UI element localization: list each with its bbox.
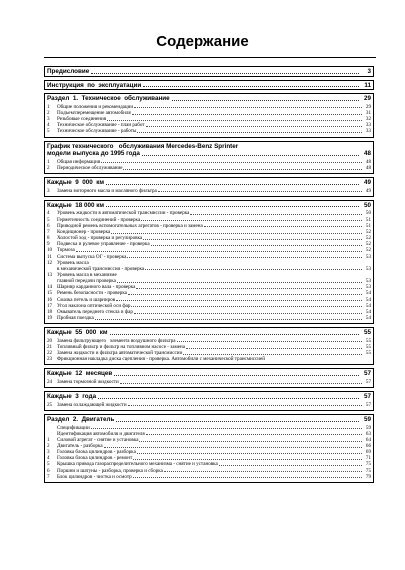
- entry-page-number: 59: [365, 424, 371, 431]
- entry-number: 8: [47, 235, 50, 242]
- entry-title: Кондиционер - проверка: [57, 228, 111, 235]
- dot-leader: [98, 398, 359, 399]
- entry-page-number: 55: [365, 343, 371, 350]
- entry-page-number: 51: [365, 216, 371, 223]
- toc-section: [44, 368, 374, 388]
- dot-leader: [146, 126, 362, 127]
- section-heading-text: Каждые 3 года: [47, 393, 97, 401]
- entry-page-number: 55: [365, 337, 371, 344]
- section-heading-text: Каждые 55 000 км: [47, 329, 108, 337]
- entry-page-number: 53: [365, 278, 371, 285]
- toc-section: [44, 66, 374, 77]
- entry-page-number: 52: [365, 228, 371, 235]
- page-title: Содержание: [156, 33, 249, 50]
- toc-section: [44, 327, 374, 365]
- entry-page-number: 31: [365, 109, 371, 116]
- dot-leader: [106, 206, 359, 207]
- dot-leader: [110, 334, 359, 335]
- toc-entry[interactable]: [47, 188, 371, 194]
- entry-title: Резьбовые соединения: [57, 116, 107, 123]
- dot-leader: [131, 306, 362, 307]
- entry-title: Пробная поездка: [57, 315, 94, 322]
- entry-number: 13: [47, 271, 53, 278]
- toc-entry[interactable]: [47, 356, 371, 362]
- entry-page-number: 33: [365, 122, 371, 129]
- entry-page-number: 33: [365, 128, 371, 135]
- section-heading[interactable]: [45, 67, 373, 76]
- toc-entry[interactable]: [47, 315, 371, 321]
- section-heading[interactable]: [45, 328, 373, 337]
- entry-number: 1: [47, 436, 50, 443]
- dot-leader: [133, 459, 362, 460]
- entry-page-number: 52: [365, 247, 371, 254]
- dot-leader: [128, 405, 362, 406]
- dot-leader: [219, 465, 362, 466]
- dot-leader: [204, 226, 362, 227]
- dot-leader: [116, 300, 362, 301]
- entry-title: Замена охлаждающей жидкости: [57, 401, 127, 408]
- entry-title: Общие положения и рекомендации: [57, 103, 134, 110]
- section-items: [45, 378, 373, 387]
- toc-section: [44, 93, 374, 137]
- entry-title: Силовой агрегат - снятие и установка: [57, 436, 139, 443]
- entry-number: 2: [47, 443, 50, 449]
- toc-section: [44, 141, 374, 175]
- entry-title: Спецификации: [57, 424, 90, 431]
- entry-number: 3: [47, 449, 50, 456]
- entry-page-number: 53: [365, 265, 371, 272]
- dot-leader: [132, 114, 362, 115]
- entry-title: Крышка привода газораспределительного механизма - снятие и установка: [57, 461, 218, 468]
- entry-title: Система выпуска ОГ - проверка: [57, 253, 127, 260]
- section-page-number: 57: [363, 370, 371, 378]
- entry-number: 4: [47, 210, 50, 217]
- dot-leader: [143, 86, 359, 87]
- entry-title: Подвеска и рулевое управление - проверка: [57, 241, 150, 248]
- section-heading-text: Каждые 12 месяцев: [47, 370, 113, 378]
- entry-page-number: 32: [365, 116, 371, 123]
- entry-title: Блок цилиндров - чистка и осмотр: [57, 473, 132, 480]
- section-heading-text: График технического обслуживания Mercedes-Benz Sprinter: [47, 142, 239, 150]
- section-heading-text: Каждые 9 000 км: [47, 179, 105, 187]
- entry-page-number: 54: [365, 290, 371, 297]
- title-rule: [44, 57, 376, 58]
- entry-title: Смазка петель и шарниров: [57, 296, 116, 303]
- entry-number: 2: [47, 164, 50, 171]
- dot-leader: [177, 341, 362, 342]
- entry-title: Идентификация автомобиля и двигателя: [57, 430, 145, 437]
- entry-number: 2: [47, 109, 50, 116]
- dot-leader: [137, 453, 362, 454]
- section-page-number: 55: [363, 329, 371, 337]
- entry-number: 3: [47, 116, 50, 123]
- entry-number: 25: [47, 401, 53, 408]
- toc-entry[interactable]: [47, 128, 371, 134]
- entry-title: Головка блока цилиндров - разборка: [57, 449, 136, 456]
- entry-page-number: 57: [365, 401, 371, 408]
- entry-page-number: 48: [365, 164, 371, 171]
- toc-entry[interactable]: [47, 379, 371, 385]
- section-heading[interactable]: [45, 392, 373, 401]
- section-heading-text: Инструкция по эксплуатации: [47, 81, 142, 89]
- entry-page-number: 75: [365, 467, 371, 474]
- dot-leader: [91, 428, 362, 429]
- entry-title: Фрикционная накладка диска сцепления - проверка. Автомобили с механической трансмиссией: [57, 356, 265, 363]
- entry-title: Замена тормозной жидкости: [57, 379, 119, 386]
- entry-page-number: 52: [365, 235, 371, 242]
- dot-leader: [116, 421, 359, 422]
- dot-leader: [106, 184, 359, 185]
- entry-title: Техническое обслуживание - работы: [57, 128, 137, 135]
- entry-title: Техническое обслуживание - план работ: [57, 122, 145, 129]
- section-heading[interactable]: [45, 142, 373, 158]
- entry-page-number: 53: [365, 253, 371, 260]
- section-heading[interactable]: [45, 369, 373, 378]
- entry-page-number: 54: [365, 308, 371, 315]
- entry-number: 9: [47, 241, 50, 248]
- section-page-number: 57: [363, 393, 371, 401]
- section-heading-text: Раздел 2. Двигатель: [47, 415, 115, 423]
- entry-number: 11: [47, 253, 52, 260]
- section-items: [45, 337, 373, 365]
- entry-number: 18: [47, 308, 53, 315]
- entry-page-number: 29: [365, 103, 371, 110]
- dot-leader: [158, 191, 362, 192]
- entry-number: 12: [47, 259, 53, 266]
- entry-title: Общая информация: [57, 158, 101, 165]
- entry-number: 6: [47, 222, 50, 229]
- section-heading[interactable]: [45, 201, 373, 210]
- entry-title: Ремень безопасности - проверка: [57, 290, 127, 297]
- entry-title: Приводной ремень вспомогательных агрегатов - проверка и замена: [57, 222, 203, 229]
- entry-title: Поршни и шатуны - разборка, проверка и сборка: [57, 467, 163, 474]
- entry-number: 19: [47, 315, 53, 322]
- entry-title: Топливный фильтр и фильтр на топливном насосе - замена: [57, 343, 185, 350]
- dot-leader: [146, 434, 362, 435]
- entry-number: 14: [47, 284, 53, 291]
- dot-leader: [190, 214, 362, 215]
- entry-number: 4: [47, 122, 50, 129]
- dot-leader: [91, 73, 359, 74]
- dot-leader: [95, 319, 362, 320]
- entry-number: 6: [47, 467, 50, 474]
- entry-number: 22: [47, 350, 53, 357]
- entry-number: 21: [47, 343, 53, 350]
- entry-number: 23: [47, 356, 53, 363]
- dot-leader: [136, 288, 362, 289]
- entry-number: 1: [47, 158, 50, 165]
- entry-page-number: 54: [365, 302, 371, 309]
- section-items: [45, 158, 373, 173]
- entry-title: Шарнир карданного вала - проверка: [57, 284, 136, 291]
- dot-leader: [186, 348, 362, 349]
- dot-leader: [107, 120, 362, 121]
- section-items: [45, 209, 373, 323]
- entry-number: 24: [47, 379, 53, 386]
- dot-leader: [101, 162, 362, 163]
- dot-leader: [137, 132, 362, 133]
- section-heading[interactable]: [45, 415, 373, 424]
- entry-number: 3: [47, 187, 50, 194]
- entry-title: Периодическое обслуживание: [57, 164, 123, 171]
- entry-page-number: 75: [365, 461, 371, 468]
- section-heading[interactable]: [45, 81, 373, 90]
- entry-page-number: 66: [365, 443, 371, 449]
- section-items: [45, 401, 373, 410]
- entry-page-number: 49: [365, 187, 371, 194]
- toc-section: [44, 200, 374, 324]
- entry-title: Уровень жидкости в автоматической трансмиссии - проверка: [57, 210, 190, 217]
- entry-number: 5: [47, 216, 50, 223]
- section-items: [45, 103, 373, 137]
- entry-number: 5: [47, 461, 50, 468]
- section-items: [45, 187, 373, 196]
- toc-section: [44, 414, 374, 483]
- section-heading-text: Раздел 1. Техническое обслуживание: [47, 95, 170, 103]
- table-of-contents: [44, 66, 374, 486]
- dot-leader: [104, 447, 362, 448]
- dot-leader: [143, 239, 362, 240]
- section-page-number: 3: [367, 68, 371, 75]
- entry-title: Тормоза: [57, 247, 75, 254]
- entry-page-number: 48: [365, 158, 371, 165]
- entry-page-number: 52: [365, 241, 371, 248]
- dot-leader: [134, 107, 362, 108]
- section-heading-text-2: модели выпуска до 1995 года: [47, 150, 140, 158]
- entry-title: Замена моторного масла и масляного фильтра: [57, 187, 157, 194]
- entry-number: 7: [47, 228, 50, 235]
- entry-number: 4: [47, 455, 50, 462]
- entry-title: Уровень масла: [57, 259, 89, 266]
- section-heading[interactable]: [45, 94, 373, 103]
- dot-leader: [120, 383, 362, 384]
- entry-number: 17: [47, 302, 53, 309]
- dot-leader: [133, 477, 362, 478]
- section-page-number: 29: [363, 95, 371, 103]
- entry-number: 15: [47, 290, 53, 297]
- entry-title: Герметичность соединений - проверка: [57, 216, 141, 223]
- entry-page-number: 54: [365, 296, 371, 303]
- entry-number: 1: [47, 103, 50, 110]
- entry-title: Омыватель переднего стекла и фар: [57, 308, 133, 315]
- toc-entry[interactable]: [47, 402, 371, 408]
- entry-number: 16: [47, 296, 53, 303]
- toc-section: [44, 80, 374, 91]
- section-page-number: 11: [364, 81, 371, 89]
- section-page-number: 49: [363, 179, 371, 187]
- entry-page-number: 57: [365, 379, 371, 386]
- entry-title: Угол наклона оптической оси фар: [57, 302, 131, 309]
- toc-entry[interactable]: [47, 474, 371, 480]
- entry-title: Двигатель - разборка: [57, 443, 103, 449]
- dot-leader: [142, 155, 359, 156]
- entry-title: Замена жидкости и фильтра автоматической трансмиссии: [57, 350, 183, 357]
- dot-leader: [172, 100, 359, 101]
- entry-page-number: 63: [365, 430, 371, 437]
- toc-section: [44, 391, 374, 411]
- section-page-number: 50: [363, 201, 371, 209]
- entry-number: 20: [47, 337, 53, 344]
- entry-number: 10: [47, 247, 53, 254]
- section-items: [45, 424, 373, 482]
- entry-page-number: 64: [365, 436, 371, 443]
- entry-page-number: 53: [365, 284, 371, 291]
- dot-leader: [183, 354, 362, 355]
- dot-leader: [76, 251, 362, 252]
- entry-title: Замена фильтрующего элемента воздушного фильтра: [57, 337, 176, 344]
- section-heading-text: Каждые 18 000 км: [47, 201, 105, 209]
- entry-page-number: 79: [365, 473, 371, 480]
- section-page-number: 48: [363, 150, 371, 158]
- dot-leader: [164, 471, 362, 472]
- entry-page-number: 69: [365, 449, 371, 456]
- dot-leader: [111, 233, 362, 234]
- entry-page-number: 55: [365, 350, 371, 357]
- entry-title: Подъем/перемещение автомобиля: [57, 109, 131, 116]
- dot-leader: [117, 282, 362, 283]
- entry-number: 5: [47, 128, 50, 135]
- dot-leader: [123, 169, 362, 170]
- dot-leader: [141, 220, 362, 221]
- dot-leader: [127, 257, 362, 258]
- dot-leader: [134, 313, 362, 314]
- section-heading-text: Предисловие: [47, 68, 90, 75]
- dot-leader: [151, 245, 362, 246]
- dot-leader: [145, 269, 362, 270]
- entry-title: главной передачи проверка: [57, 278, 116, 285]
- entry-title: в механической трансмиссии - проверка: [57, 265, 145, 272]
- dot-leader: [114, 375, 359, 376]
- section-heading[interactable]: [45, 178, 373, 187]
- entry-title: Уровень масла в механизме: [57, 271, 117, 278]
- entry-page-number: 50: [365, 210, 371, 217]
- toc-entry[interactable]: [47, 165, 371, 171]
- entry-title: Холостой ход - проверка и регулировка: [57, 235, 143, 242]
- dot-leader: [139, 441, 362, 442]
- entry-page-number: 71: [365, 455, 371, 462]
- entry-page-number: 54: [365, 315, 371, 322]
- entry-page-number: 51: [365, 222, 371, 229]
- section-page-number: 59: [363, 415, 371, 423]
- entry-number: 7: [47, 473, 50, 480]
- dot-leader: [128, 294, 362, 295]
- entry-title: Головка блока цилиндров - ремонт: [57, 455, 133, 462]
- toc-section: [44, 177, 374, 197]
